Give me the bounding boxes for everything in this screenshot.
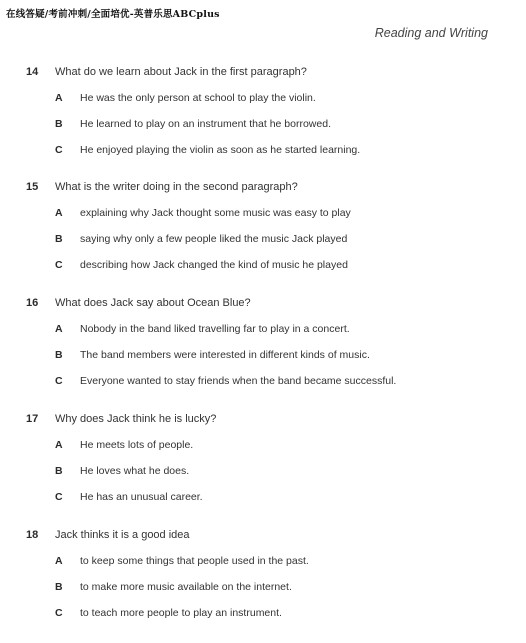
watermark-text: 在线答疑/考前冲刺/全面培优-英普乐思ABCplus — [6, 9, 220, 20]
option-text: Nobody in the band liked travelling far to play in a concert. — [80, 323, 350, 335]
question-number: 16 — [26, 297, 39, 309]
option-c[interactable] — [26, 607, 496, 621]
option-c[interactable] — [26, 144, 496, 158]
option-text: He was the only person at school to play the violin. — [80, 92, 316, 104]
option-letter: B — [55, 465, 63, 477]
question-text: What does Jack say about Ocean Blue? — [55, 297, 251, 309]
options-list — [26, 555, 496, 621]
question-number: 14 — [26, 66, 39, 78]
options-list — [26, 439, 496, 505]
option-c[interactable] — [26, 491, 496, 505]
option-letter: A — [55, 92, 63, 104]
option-letter: C — [55, 144, 63, 156]
option-letter: A — [55, 439, 63, 451]
option-letter: C — [55, 259, 63, 271]
question-text: Jack thinks it is a good idea — [55, 529, 190, 541]
option-a[interactable] — [26, 92, 496, 106]
option-text: He learned to play on an instrument that he borrowed. — [80, 118, 331, 130]
question-number: 18 — [26, 529, 39, 541]
option-letter: B — [55, 581, 63, 593]
option-letter: A — [55, 207, 63, 219]
options-list — [26, 323, 496, 389]
option-text: explaining why Jack thought some music was easy to play — [80, 207, 351, 219]
option-letter: A — [55, 555, 63, 567]
options-list — [26, 207, 496, 273]
option-letter: B — [55, 233, 63, 245]
option-c[interactable] — [26, 259, 496, 273]
option-a[interactable] — [26, 439, 496, 453]
option-text: He loves what he does. — [80, 465, 190, 477]
option-text: to keep some things that people used in the past. — [80, 555, 309, 567]
option-b[interactable] — [26, 233, 496, 247]
question-text: Why does Jack think he is lucky? — [55, 413, 217, 425]
question-16 — [26, 297, 496, 389]
option-text: He enjoyed playing the violin as soon as he started learning. — [80, 144, 361, 156]
question-text: What is the writer doing in the second paragraph? — [55, 181, 298, 193]
option-b[interactable] — [26, 465, 496, 479]
option-text: Everyone wanted to stay friends when the band became successful. — [80, 375, 397, 387]
question-17 — [26, 413, 496, 505]
option-text: He meets lots of people. — [80, 439, 194, 451]
option-b[interactable] — [26, 581, 496, 595]
option-c[interactable] — [26, 375, 496, 389]
option-letter: C — [55, 607, 63, 619]
options-list — [26, 92, 496, 158]
option-letter: C — [55, 375, 63, 387]
option-text: saying why only a few people liked the music Jack played — [80, 233, 348, 245]
option-a[interactable] — [26, 555, 496, 569]
question-14 — [26, 66, 496, 158]
question-18 — [26, 529, 496, 621]
option-text: to teach more people to play an instrument. — [80, 607, 282, 619]
question-number: 17 — [26, 413, 39, 425]
option-text: to make more music available on the internet. — [80, 581, 292, 593]
option-text: describing how Jack changed the kind of music he played — [80, 259, 348, 271]
option-letter: A — [55, 323, 63, 335]
option-a[interactable] — [26, 323, 496, 337]
option-b[interactable] — [26, 118, 496, 132]
option-letter: B — [55, 118, 63, 130]
question-number: 15 — [26, 181, 39, 193]
option-b[interactable] — [26, 349, 496, 363]
section-title: Reading and Writing — [374, 26, 488, 40]
option-letter: C — [55, 491, 63, 503]
option-letter: B — [55, 349, 63, 361]
question-15 — [26, 181, 496, 273]
option-text: He has an unusual career. — [80, 491, 203, 503]
option-text: The band members were interested in different kinds of music. — [80, 349, 370, 361]
option-a[interactable] — [26, 207, 496, 221]
question-text: What do we learn about Jack in the first paragraph? — [55, 66, 307, 78]
